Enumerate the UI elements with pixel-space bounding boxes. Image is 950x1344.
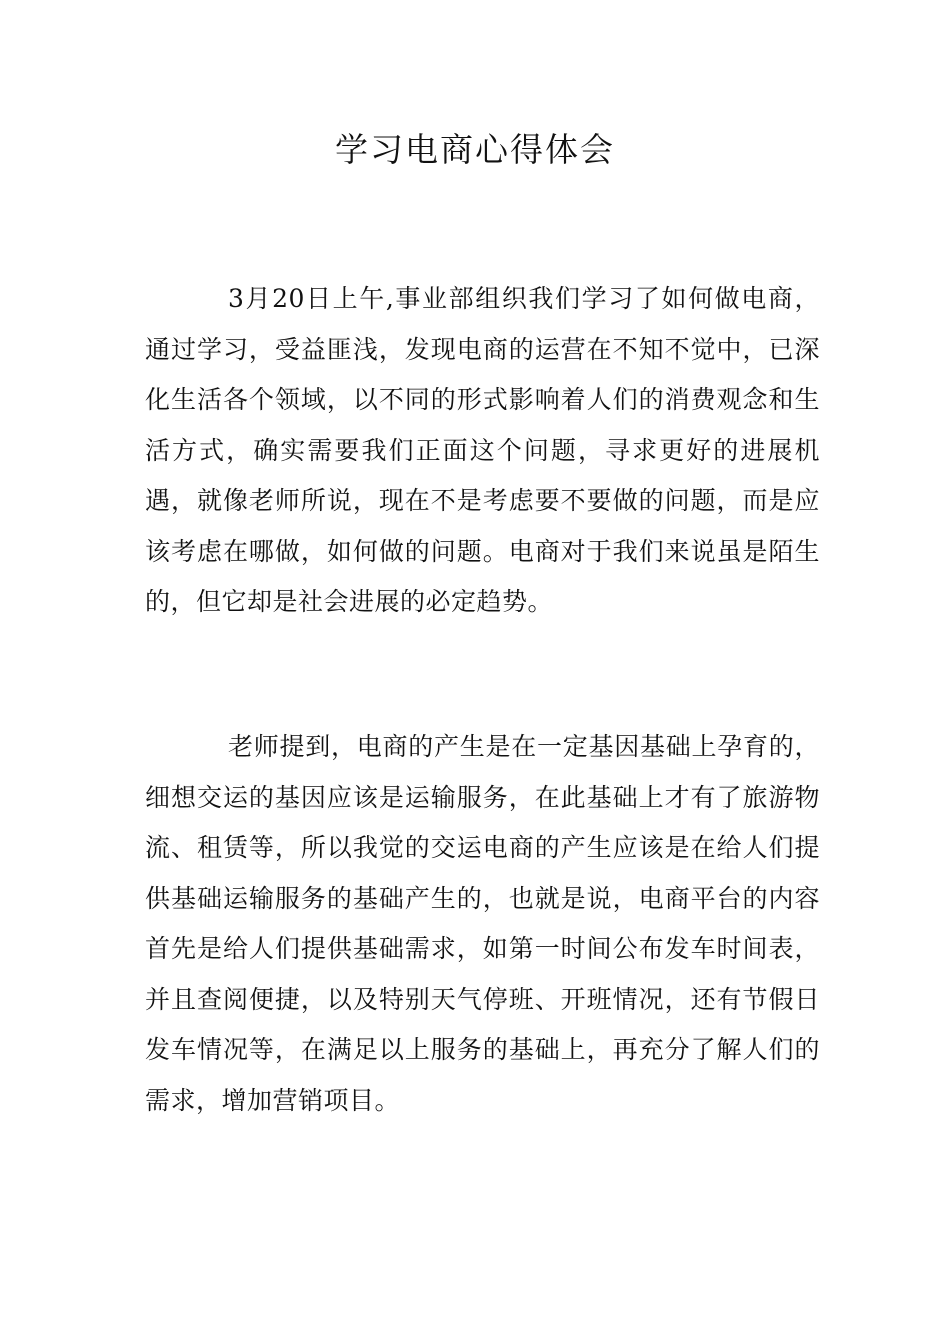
paragraph-1: 3月20日上午,事业部组织我们学习了如何做电商，通过学习，受益匪浅，发现电商的运营在不知不觉中，已深化生活各个领域，以不同的形式影响着人们的消费观念和生活方式，确实需要我们正面这个问题，寻求更好的进展机遇，就像老师所说，现在不是考虑要不要做的问题，而是应该考虑在哪做，如何做的问题。电商对于我们来说虽是陌生的，但它却是社会进展的必定趋势。	[145, 284, 820, 616]
document-title: 学习电商心得体会	[335, 130, 615, 169]
paragraph-2: 老师提到，电商的产生是在一定基因基础上孕育的，细想交运的基因应该是运输服务，在此基础上才有了旅游物流、租赁等，所以我觉的交运电商的产生应该是在给人们提供基础运输服务的基础产生的，也就是说，电商平台的内容首先是给人们提供基础需求，如第一时间公布发车时间表，并且查阅便捷，以及特别天气停班、开班情况，还有节假日发车情况等，在满足以上服务的基础上，再充分了解人们的需求，增加营销项目。	[145, 732, 820, 1115]
